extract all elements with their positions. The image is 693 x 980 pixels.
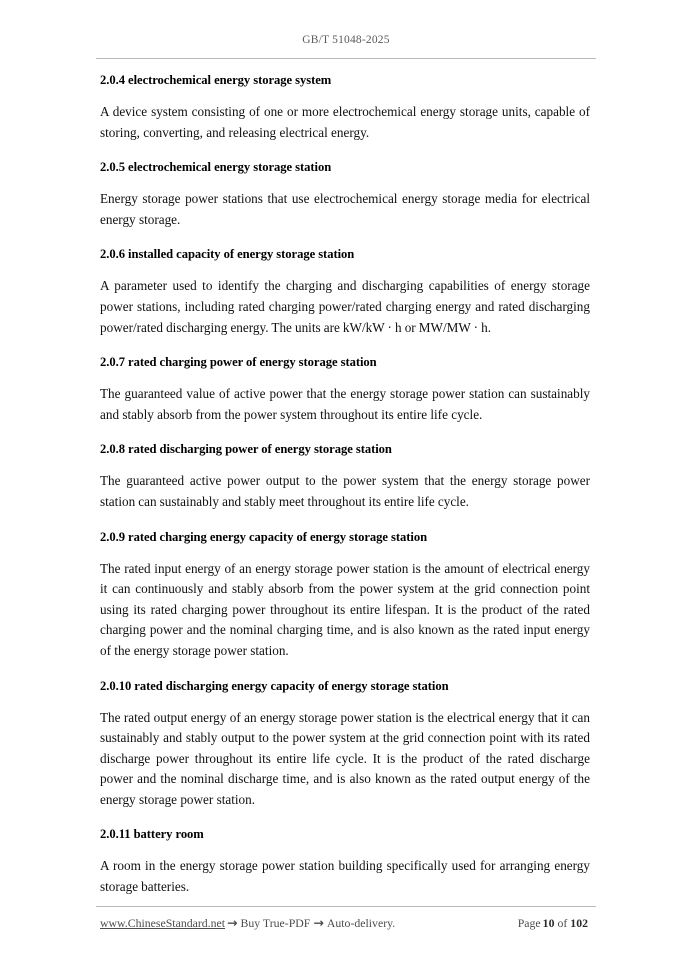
- spacer: [100, 662, 590, 678]
- footer-promo: [100, 915, 396, 931]
- page-indicator: [518, 916, 590, 931]
- page-footer: [100, 915, 590, 931]
- section-2-0-6: [100, 246, 590, 354]
- footer-divider: [96, 906, 596, 907]
- spacer: [100, 513, 590, 529]
- header-divider: [96, 58, 596, 59]
- section-heading: 2.0.6 installed capacity of energy storage station: [100, 247, 355, 262]
- page-header: [96, 33, 596, 47]
- section-2-0-8: [100, 441, 590, 528]
- section-heading: 2.0.5 electrochemical energy storage station: [100, 160, 332, 175]
- page-label: Page: [517, 916, 541, 930]
- spacer: [100, 457, 590, 471]
- website-link[interactable]: www.ChineseStandard.net: [100, 916, 226, 930]
- document-body: [100, 72, 590, 898]
- spacer: [100, 545, 590, 559]
- spacer: [100, 370, 590, 384]
- section-paragraph: The rated input energy of an energy storage power station is the amount of electrical energy it can continuously and stably absorb from the power system at the grid connection point using its rated charging power throughout its entire lifespan. It is the product of the rated charging power and the nominal charging time, and is also known as the rated input energy of the energy storage power station.: [100, 560, 590, 658]
- section-paragraph: A device system consisting of one or more electrochemical energy storage units, capable of storing, converting, and releasing electrical energy.: [100, 104, 590, 140]
- section-heading: 2.0.8 rated discharging power of energy storage station: [100, 442, 392, 457]
- section-paragraph: A parameter used to identify the charging and discharging capabilities of energy storage power stations, including rated charging power/rated charging energy and rated discharging power/rated discharging energy. The units are kW/kW · h or MW/MW · h.: [100, 278, 590, 335]
- spacer: [100, 175, 590, 189]
- section-paragraph: The rated output energy of an energy storage power station is the electrical energy that it can sustainably and stably output to the power system at the grid connection point with its rated discharge power throughout its entire life cycle. It is the product of the rated discharge power and the nominal discharge time, and is also known as the rated output energy of the energy storage power station.: [100, 709, 590, 807]
- section-2-0-5: [100, 159, 590, 246]
- current-page-number: 10: [542, 916, 555, 930]
- section-paragraph: Energy storage power stations that use electrochemical energy storage media for electrical energy storage.: [100, 191, 590, 227]
- standard-code-title: GB/T 51048-2025: [302, 34, 390, 46]
- spacer: [100, 694, 590, 708]
- arrow-right-icon: →: [313, 915, 324, 930]
- spacer: [100, 842, 590, 856]
- spacer: [100, 143, 590, 159]
- spacer: [100, 230, 590, 246]
- spacer: [100, 810, 590, 826]
- of-label: of: [557, 916, 568, 930]
- section-2-0-7: [100, 354, 590, 441]
- section-heading: 2.0.4 electrochemical energy storage system: [100, 73, 332, 87]
- buy-offer-label: Buy True-PDF: [240, 916, 311, 930]
- total-page-number: 102: [570, 916, 588, 930]
- section-heading: 2.0.10 rated discharging energy capacity of energy storage station: [100, 678, 449, 693]
- section-2-0-9: [100, 529, 590, 678]
- spacer: [100, 262, 590, 276]
- section-2-0-10: [100, 678, 590, 827]
- section-paragraph: The guaranteed value of active power that the energy storage power station can sustainably and stably absorb from the power system throughout its entire life cycle.: [100, 386, 590, 422]
- spacer: [100, 338, 590, 354]
- section-2-0-11: [100, 826, 590, 897]
- delivery-label: Auto-delivery.: [326, 916, 396, 930]
- section-heading: 2.0.7 rated charging power of energy storage station: [100, 355, 377, 370]
- section-2-0-4: [100, 72, 590, 159]
- section-paragraph: The guaranteed active power output to the power system that the energy storage power station can sustainably and stably meet throughout its entire life cycle.: [100, 473, 590, 509]
- section-heading: 2.0.11 battery room: [100, 827, 204, 842]
- arrow-right-icon: →: [227, 915, 238, 930]
- spacer: [100, 425, 590, 441]
- spacer: [100, 88, 590, 102]
- section-paragraph: A room in the energy storage power station building specifically used for arranging energy storage batteries.: [100, 858, 590, 895]
- section-heading: 2.0.9 rated charging energy capacity of energy storage station: [100, 529, 428, 544]
